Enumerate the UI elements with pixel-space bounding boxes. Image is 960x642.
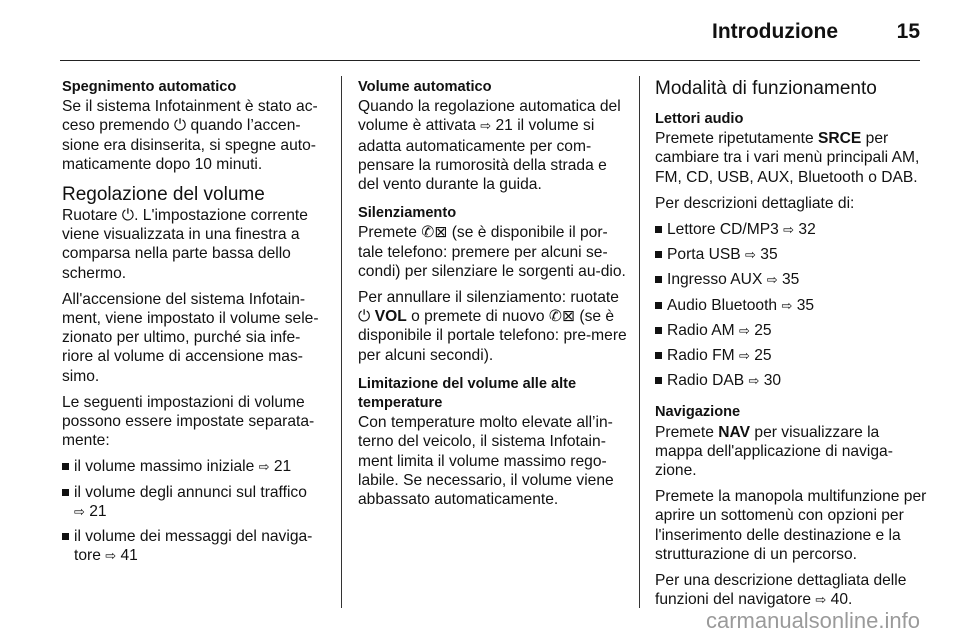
audio-players-title: Lettori audio <box>655 111 744 127</box>
auto-off-title: Spegnimento automatico <box>62 79 237 95</box>
navigation-paragraph-1: Premete NAV per visualizzare la mappa dell'applicazione di naviga-zione. <box>655 423 893 480</box>
volume-settings-list <box>62 457 330 566</box>
details-intro: Per descrizioni dettagliate di: <box>655 194 855 212</box>
modes-heading: Modalità di funzionamento <box>655 78 877 99</box>
list-item: Radio AM ⇨ 25 <box>655 321 927 341</box>
page-ref-icon: ⇨ <box>745 248 756 264</box>
bullet-icon <box>62 489 69 496</box>
bullet-icon <box>655 276 662 283</box>
vol-key: VOL <box>374 308 407 326</box>
volume-paragraph-2: All'accensione del sistema Infotain-ment, viene impostato il volume sele-zionato per ultimo, purché sia infe-riore al volume di accensione mas-simo. <box>62 290 319 385</box>
srce-key: SRCE <box>817 130 862 148</box>
list-item: Radio FM ⇨ 25 <box>655 346 927 366</box>
temperature-limit-title: Limitazione del volume alle alte temperature <box>358 375 577 412</box>
list-item: Ingresso AUX ⇨ 35 <box>655 270 927 290</box>
bullet-icon <box>655 327 662 334</box>
bullet-icon <box>655 251 662 258</box>
watermark: carmanualsonline.info <box>705 608 920 633</box>
column-2 <box>358 78 628 519</box>
page-ref-icon: ⇨ <box>74 504 85 520</box>
page-number: 15 <box>896 20 920 43</box>
mute-title: Silenziamento <box>358 205 457 222</box>
list-item: Radio DAB ⇨ 30 <box>655 371 927 391</box>
chapter-title: Introduzione <box>712 20 838 43</box>
bullet-icon <box>62 533 69 540</box>
page-ref-icon: ⇨ <box>105 549 117 565</box>
page-ref-icon: ⇨ <box>738 349 750 365</box>
navigation-paragraph-2: Premete la manopola multifunzione per aprire un sottomenù con opzioni per l'inserimento delle destinazione e la strutturazione di un percorso. <box>655 488 927 563</box>
bullet-icon <box>655 302 662 309</box>
list-item: Porta USB ⇨ 35 <box>655 245 927 265</box>
auto-off-text: Se il sistema Infotainment è stato ac-ceso premendo ⏻ quando l’accen-sione era disinserita, si spegne auto-maticamente dopo 10 minuti. <box>62 98 318 173</box>
page-ref-icon: ⇨ <box>781 298 793 314</box>
column-1 <box>62 78 330 572</box>
list-item: il volume dei messaggi del naviga-tore ⇨ 41 <box>62 527 330 566</box>
page-ref-icon: ⇨ <box>480 119 492 135</box>
list-item: Audio Bluetooth ⇨ 35 <box>655 296 927 316</box>
header-rule <box>60 60 920 61</box>
auto-volume-title: Volume automatico <box>358 79 492 95</box>
nav-key: NAV <box>718 423 751 441</box>
bullet-icon <box>655 377 662 384</box>
page-ref-icon: ⇨ <box>258 460 270 476</box>
volume-paragraph-3: Le seguenti impostazioni di volume possono essere impostate separata-mente: <box>62 393 315 450</box>
page-ref-icon: ⇨ <box>748 374 760 390</box>
bullet-icon <box>655 352 662 359</box>
column-divider-2 <box>639 76 640 608</box>
volume-paragraph-1: Ruotare ⏻. L'impostazione corrente viene visualizzata in una finestra a comparsa nella parte bassa dello schermo. <box>62 207 308 282</box>
page-ref-icon: ⇨ <box>783 223 795 239</box>
page-ref-icon: ⇨ <box>766 273 778 289</box>
page-ref: 21 <box>89 502 107 520</box>
page-header <box>60 18 920 58</box>
navigation-paragraph-3: Per una descrizione dettagliata delle funzioni del navigatore ⇨ 40. <box>655 572 907 609</box>
mute-paragraph-2: Per annullare il silenziamento: ruotate ⏻ VOL o premete di nuovo ✆⊠ (se è disponibile il portale telefono: pre-mere per alcuni secondi). <box>358 289 627 364</box>
audio-players-text: Premete ripetutamente SRCE per cambiare tra i vari menù principali AM, FM, CD, USB, AUX, Bluetooth o DAB. <box>655 130 920 186</box>
bullet-icon <box>655 226 662 233</box>
temperature-limit-text: Con temperature molto elevate all’in-terno del veicolo, il sistema Infotain-ment limita il volume massimo rego-labile. Se necessario, il volume viene abbassato automaticamente. <box>358 414 614 509</box>
volume-heading: Regolazione del volume <box>62 184 265 206</box>
page-ref: 41 <box>120 547 138 565</box>
auto-volume-text: Quando la regolazione automatica del volume è attivata ⇨ 21 il volume si adatta automaticamente per com-pensare la rumorosità della strada e del vento durante la guida. <box>358 98 621 194</box>
bullet-icon <box>62 463 69 470</box>
page-ref-icon: ⇨ <box>815 593 827 609</box>
audio-sources-list <box>655 220 927 391</box>
page-ref: 21 <box>273 458 292 476</box>
column-divider-1 <box>341 76 342 608</box>
mute-paragraph-1: Premete ✆⊠ (se è disponibile il por-tale telefono: premere per alcuni se-condi) per silenziare le sorgenti au-dio. <box>358 224 626 280</box>
page-ref-icon: ⇨ <box>738 323 750 339</box>
column-3 <box>655 78 927 617</box>
list-item: il volume massimo iniziale ⇨ 21 <box>62 457 330 477</box>
list-item: il volume degli annunci sul traffico ⇨ 21 <box>62 483 330 522</box>
list-item: Lettore CD/MP3 ⇨ 32 <box>655 220 927 240</box>
navigation-title: Navigazione <box>655 404 741 421</box>
